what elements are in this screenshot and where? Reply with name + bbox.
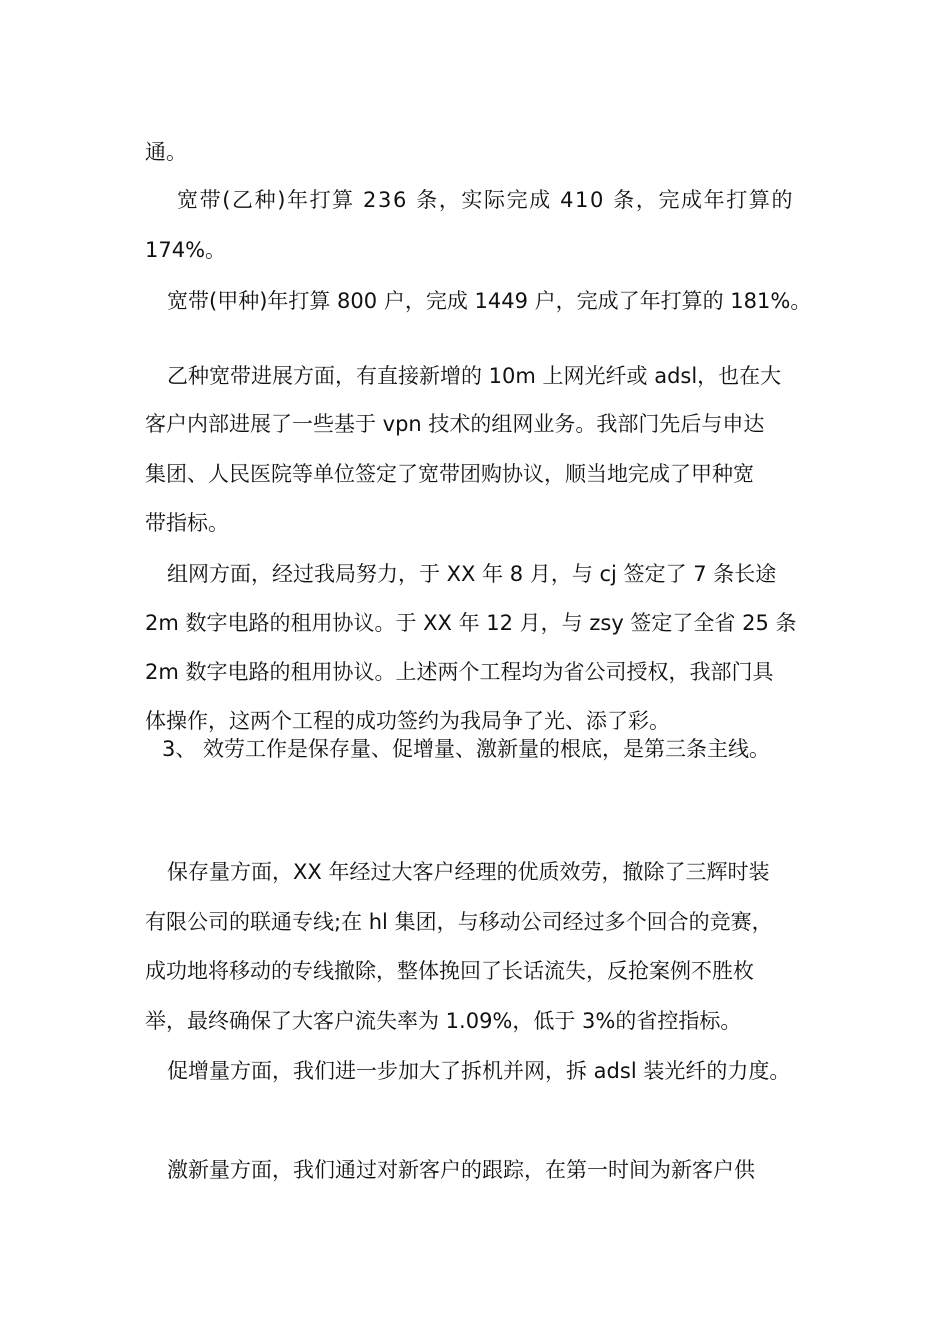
paragraph-line: 带指标。 [145,511,229,535]
paragraph-line: 举，最终确保了大客户流失率为 1.09%，低于 3%的省控指标。 [145,1009,742,1033]
paragraph-line: 组网方面，经过我局努力，于 XX 年 8 月，与 cj 签定了 7 条长途 [167,562,777,586]
paragraph-line: 激新量方面，我们通过对新客户的跟踪，在第一时间为新客户供 [167,1158,755,1182]
paragraph-line: 有限公司的联通专线;在 hl 集团，与移动公司经过多个回合的竞赛， [145,910,773,934]
paragraph-line: 2m 数字电路的租用协议。于 XX 年 12 月，与 zsy 签定了全省 25 条 [145,611,797,635]
paragraph-line: 2m 数字电路的租用协议。上述两个工程均为省公司授权，我部门具 [145,660,774,684]
paragraph-line: 通。 [145,140,187,164]
paragraph-line: 174%。 [145,238,227,262]
paragraph-line: 集团、人民医院等单位签定了宽带团购协议，顺当地完成了甲种宽 [145,462,754,486]
list-item-heading: 3、 效劳工作是保存量、促增量、激新量的根底，是第三条主线。 [162,737,771,761]
paragraph-line: 宽带(乙种)年打算 236 条，实际完成 410 条，完成年打算的 [177,188,795,212]
paragraph-line: 客户内部进展了一些基于 vpn 技术的组网业务。我部门先后与申达 [145,412,765,436]
paragraph-line: 成功地将移动的专线撤除，整体挽回了长话流失，反抢案例不胜枚 [145,959,754,983]
paragraph-line: 保存量方面，XX 年经过大客户经理的优质效劳，撤除了三辉时装 [167,860,770,884]
paragraph-line: 促增量方面，我们进一步加大了拆机并网，拆 adsl 装光纤的力度。 [167,1059,791,1083]
paragraph-line: 宽带(甲种)年打算 800 户，完成 1449 户，完成了年打算的 181%。 [167,289,812,313]
paragraph-line: 体操作，这两个工程的成功签约为我局争了光、添了彩。 [145,709,670,733]
paragraph-line: 乙种宽带进展方面，有直接新增的 10m 上网光纤或 adsl，也在大 [167,364,782,388]
